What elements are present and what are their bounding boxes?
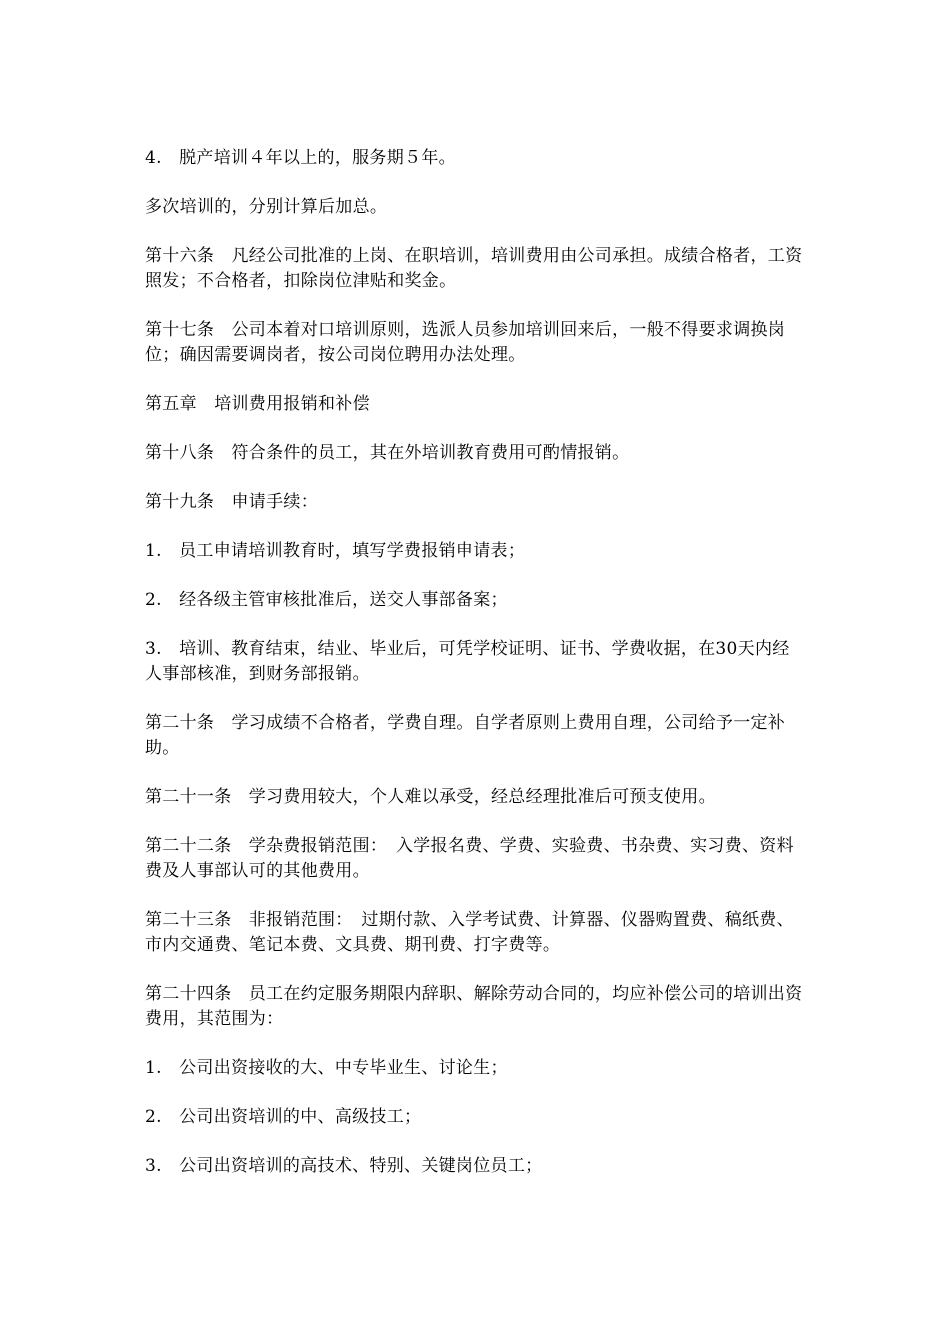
- list-item-application-1: 1. 员工申请培训教育时，填写学费报销申请表；: [145, 541, 526, 561]
- paragraph-multiple-training: 多次培训的，分别计算后加总。: [145, 197, 388, 217]
- paragraph-article-23: 第二十三条 非报销范围： 过期付款、入学考试费、计算器、仪器购置费、稿纸费、市内交通费、笔记本费、文具费、期刊费、打字费等。: [145, 910, 794, 955]
- paragraph-article-21: 第二十一条 学习费用较大，个人难以承受，经总经理批准后可预支使用。: [145, 787, 716, 807]
- paragraph-article-19: 第十九条 申请手续：: [145, 492, 318, 512]
- paragraph-article-17: 第十七条 公司本着对口培训原则，选派人员参加培训回来后，一般不得要求调换岗位；确因需要调岗者，按公司岗位聘用办法处理。: [145, 320, 786, 365]
- paragraph-article-22: 第二十二条 学杂费报销范围： 入学报名费、学费、实验费、书杂费、实习费、资料费及人事部认可的其他费用。: [145, 836, 794, 881]
- paragraph-article-20: 第二十条 学习成绩不合格者，学费自理。自学者原则上费用自理，公司给予一定补助。: [145, 713, 786, 758]
- paragraph-article-24: 第二十四条 员工在约定服务期限内辞职、解除劳动合同的，均应补偿公司的培训出资费用，其范围为：: [145, 984, 803, 1029]
- paragraph-article-16: 第十六条 凡经公司批准的上岗、在职培训，培训费用由公司承担。成绩合格者，工资照发；不合格者，扣除岗位津贴和奖金。: [145, 246, 803, 291]
- list-item-application-2: 2. 经各级主管审核批准后，送交人事部备案；: [145, 590, 508, 610]
- document-page: [145, 146, 805, 1203]
- list-item-application-3: 3. 培训、教育结束，结业、毕业后，可凭学校证明、证书、学费收据，在30天内经人事部核准，到财务部报销。: [145, 639, 790, 684]
- chapter-5-heading: 第五章 培训费用报销和补偿: [145, 394, 370, 414]
- list-item-compensation-2: 2. 公司出资培训的中、高级技工；: [145, 1107, 422, 1127]
- list-item-compensation-1: 1. 公司出资接收的大、中专毕业生、讨论生；: [145, 1058, 508, 1078]
- paragraph-service-period-4: 4. 脱产培训４年以上的，服务期５年。: [145, 148, 456, 168]
- paragraph-article-18: 第十八条 符合条件的员工，其在外培训教育费用可酌情报销。: [145, 443, 630, 463]
- list-item-compensation-3: 3. 公司出资培训的高技术、特别、关键岗位员工；: [145, 1156, 543, 1176]
